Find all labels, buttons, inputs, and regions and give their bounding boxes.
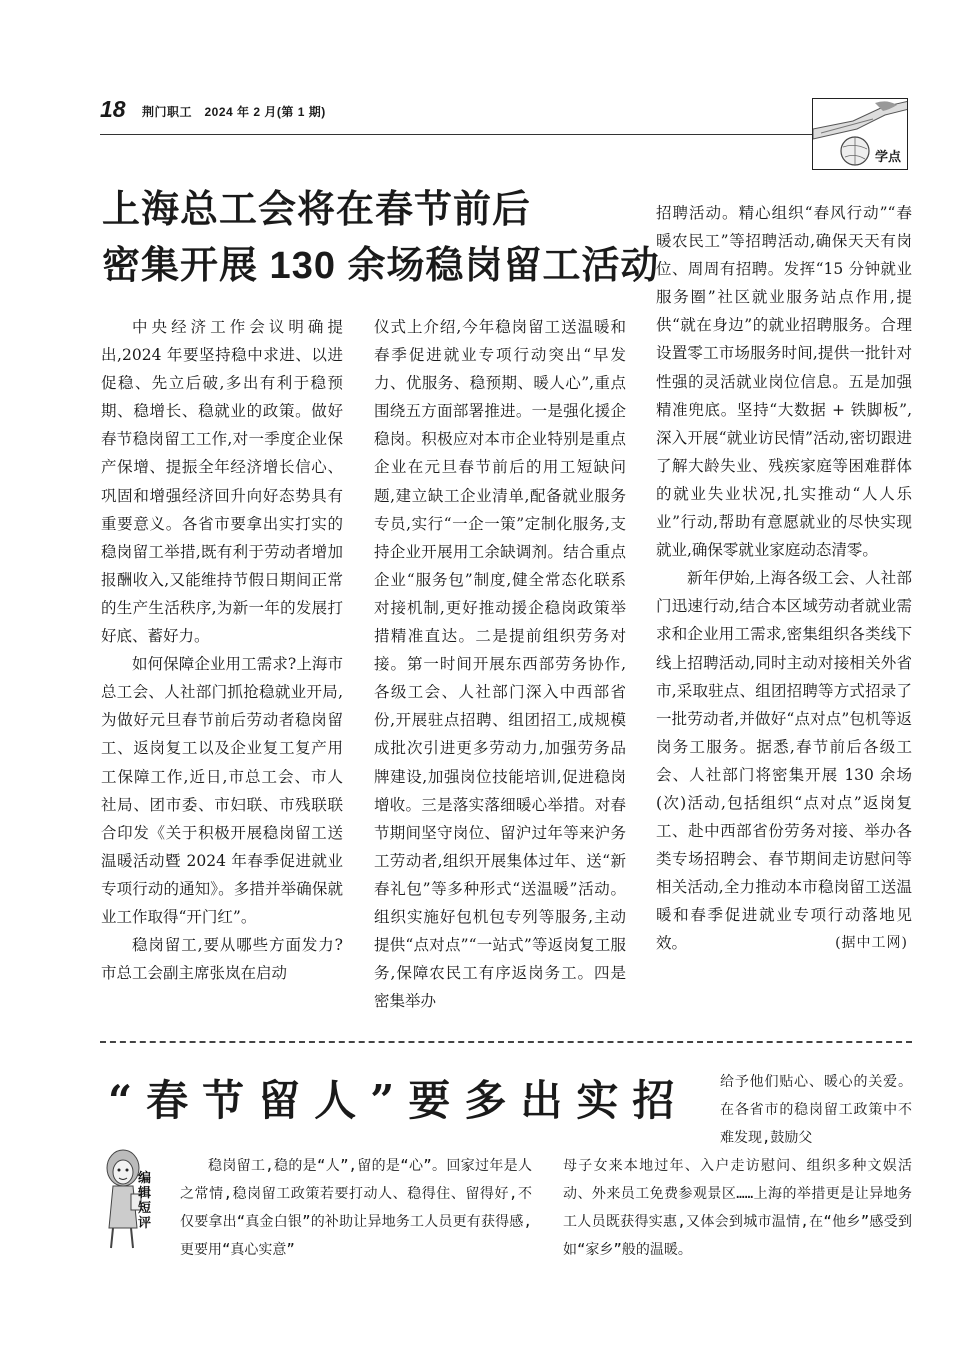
editorial-column-top	[720, 1068, 912, 1152]
paragraph: 稳岗留工,要从哪些方面发力?市总工会副主席张岚在启动	[101, 936, 343, 983]
editorial-column-1	[180, 1152, 532, 1264]
article-headline-line2: 密集开展 130 余场稳岗留工活动	[102, 245, 660, 287]
paragraph: 仪式上介绍,今年稳岗留工送温暖和春季促进就业专项行动突出“早发力、优服务、稳预期、暖人心”,重点围绕五方面部署推进。一是强化援企稳岗。积极应对本市企业特别是重点企业在元旦春节前后的用工短缺问题,建立缺工企业清单,配备就业服务专员,实行“一企一策”定制化服务,支持企业开展用工余缺调剂。结合重点企业“服务包”制度,健全常态化联系对接机制,更好推动援企稳岗政策举措精准直达。二是提前组织劳务对接。第一时间开展东西部劳务协作,各级工会、人社部门深入中西部省份,开展驻点招聘、组团招工,成规模成批次引进更多劳动力,加强劳务品牌建设,加强岗位技能培训,促进稳岗增收。三是落实落细暖心举措。对春节期间坚守岗位、留沪过年等来沪务工劳动者,组织开展集体过年、送“新春礼包”等多种形式“送温暖”活动。组织实施好包机包专列等服务,主动提供“点对点”“一站式”等返岗复工服务,保障农民工有序返岗务工。四是密集举办	[374, 318, 626, 1011]
paragraph: 给予他们贴心、暖心的关爱。在各省市的稳岗留工政策中不难发现,鼓励父	[720, 1074, 912, 1146]
header-rule	[100, 134, 812, 135]
section-divider	[100, 1041, 912, 1043]
paragraph: 母子女来本地过年、入户走访慰问、组织多种文娱活动、外来员工免费参观景区……上海的举措更是让异地务工人员既获得实惠,又体会到城市温情,在“他乡”感受到如“家乡”般的温暖。	[563, 1158, 912, 1258]
article-headline-line1: 上海总工会将在春节前后	[102, 189, 532, 231]
page-number: 18	[100, 96, 126, 122]
paragraph	[656, 564, 912, 957]
paragraph: 招聘活动。精心组织“春风行动”“春暖农民工”等招聘活动,确保天天有岗位、周周有招聘。发挥“15 分钟就业服务圈”社区就业服务站点作用,提供“就在身边”的就业招聘服务。合理设置零工市场服务时间,提供一批针对性强的灵活就业岗位信息。五是加强精准兜底。坚持“大数据 + 铁脚板”,深入开展“就业访民情”活动,密切跟进了解大龄失业、残疾家庭等困难群体的就业失业状况,扎实推动“人人乐业”行动,帮助有意愿就业的尽快实现就业,确保零就业家庭动态清零。	[656, 204, 912, 560]
paragraph: 如何保障企业用工需求?上海市总工会、人社部门抓抢稳就业开局,为做好元旦春节前后劳动者稳岗留工、返岗复工以及企业复工复产用工保障工作,近日,市总工会、市人社局、团市委、市妇联、市残联联合印发《关于积极开展稳岗留工送温暖活动暨 2024 年春季促进就业专项行动的通知》。多措并举确保就业工作取得“开门红”。	[101, 655, 343, 926]
paragraph: 稳岗留工,稳的是“人”,留的是“心”。回家过年是人之常情,稳岗留工政策若要打动人、稳得住、留得好,不仅要拿出“真金白银”的补助让异地务工人员更有获得感,更要用“真心实意”	[180, 1158, 532, 1258]
article-column-2	[374, 313, 626, 1015]
publication-info: 荆门职工 2024 年 2 月(第 1 期)	[142, 105, 326, 119]
section-label: 学点	[874, 149, 901, 164]
editorial-tag: 编辑短评	[138, 1170, 152, 1230]
article-column-3	[656, 199, 912, 958]
section-badge	[812, 98, 908, 170]
paragraph: 中央经济工作会议明确提出,2024 年要坚持稳中求进、以进促稳、先立后破,多出有利于稳预期、稳增长、稳就业的政策。做好春节稳岗留工工作,对一季度企业保产保增、提振全年经济增长信心、巩固和增强经济回升向好态势具有重要意义。各省市要拿出实打实的稳岗留工举措,既有利于劳动者增加报酬收入,又能维持节假日期间正常的生产生活秩序,为新一年的发展打好底、蓄好力。	[101, 318, 343, 646]
source-credit: (据中工网)	[835, 935, 908, 952]
editorial-title: “春节留人”要多出实招	[108, 1076, 689, 1125]
editorial-column-2	[563, 1152, 912, 1264]
page-header	[100, 96, 815, 136]
paragraph-text: 新年伊始,上海各级工会、人社部门迅速行动,结合本区域劳动者就业需求和企业用工需求,密集组织各类线下线上招聘活动,同时主动对接相关外省市,采取驻点、组团招聘等方式招录了一批劳动者,并做好“点对点”包机等返岗务工服务。据悉,春节前后各级工会、人社部门将密集开展 130 余场(次)活动,包括组织“点对点”返岗复工、赴中西部省份劳务对接、举办各类专场招聘会、春节期间走访慰问等相关活动,全力推动本市稳岗留工送温暖和春季促进就业专项行动落地见效。	[656, 569, 912, 953]
commentator-cartoon-icon	[101, 1148, 171, 1253]
article-column-1	[101, 313, 343, 987]
